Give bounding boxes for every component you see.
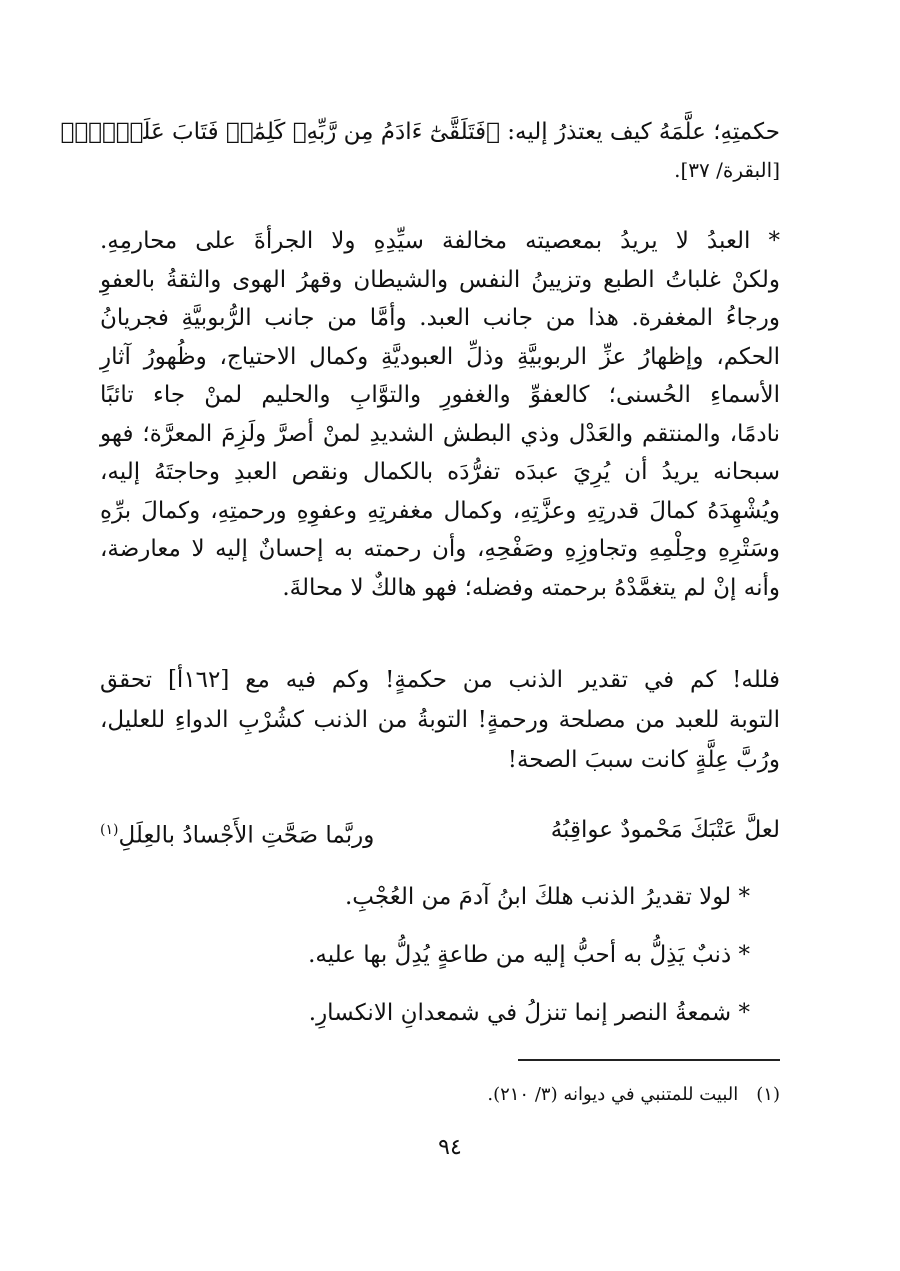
footnote-marker: (١) bbox=[100, 822, 119, 838]
footnote bbox=[487, 1082, 780, 1108]
paragraph-wisdom-of-sin bbox=[100, 660, 780, 780]
list-item: * لولا تقديرُ الذنب هلكَ ابنُ آدمَ من العُجْبِ. bbox=[344, 884, 750, 910]
text-line: فلله! كم في تقدير الذنب من حكمةٍ! وكم فيه مع [١٦٢أ] تحقق bbox=[100, 667, 780, 693]
poetry-verse bbox=[100, 808, 780, 858]
list-item: * ذنبٌ يَذِلُّ به أحبُّ إليه من طاعةٍ يُدِلُّ بها عليه. bbox=[308, 942, 750, 968]
list-item: * شمعةُ النصر إنما تنزلُ في شمعدانِ الانكسارِ. bbox=[308, 1000, 750, 1026]
page-number: ٩٤ bbox=[438, 1135, 462, 1160]
paragraph-servant-intent bbox=[100, 222, 780, 607]
text-line: ورُبَّ عِلَّةٍ كانت سببَ الصحة! bbox=[507, 747, 780, 773]
footnote-divider bbox=[518, 1059, 780, 1061]
text-line: وأنه إنْ لم يتغمَّدْهُ برحمته وفضله؛ فهو هالكٌ لا محالةَ. bbox=[282, 574, 780, 601]
text-line: حكمتِهِ؛ علَّمَهُ كيف يعتذرُ إليه: ﴿فَتَلَقَّىٰٓ ءَادَمُ مِن رَّبِّهِۦ كَلِمَٰتٖ فَتَابَ عَلَيۡهِۚ﴾ bbox=[60, 119, 780, 145]
text-line: ويُشْهِدَهُ كمالَ قدرتِهِ وعزَّتِهِ، وكمال مغفرتِهِ وعفوِهِ ورحمتِهِ، وكمالَ برِّهِ bbox=[100, 497, 780, 524]
text-line: التوبة للعبد من مصلحة ورحمةٍ! التوبةُ من الذنب كشُرْبِ الدواءِ للعليل، bbox=[100, 707, 780, 733]
text-line: وسَتْرِهِ وحِلْمِهِ وتجاوزِهِ وصَفْحِهِ، وأن رحمته به إحسانٌ إليه لا معارضة، bbox=[100, 536, 780, 562]
text-line: الحكم، وإظهارُ عزِّ الربوبيَّةِ وذلِّ العبوديَّةِ وكمال الاحتياج، وظُهورُ آثارِ bbox=[100, 343, 780, 370]
paragraph-quran-verse bbox=[60, 112, 780, 188]
text-line: الأسماءِ الحُسنى؛ كالعفوِّ والغفورِ والتوَّابِ والحليم لمنْ جاء تائبًا bbox=[100, 382, 780, 408]
text-line: * العبدُ لا يريدُ بمعصيته مخالفة سيِّدِهِ ولا الجرأةَ على محارمِهِ. bbox=[100, 228, 780, 254]
surah-reference: [البقرة/ ٣٧]. bbox=[674, 158, 780, 182]
text-line: ولكنْ غلباتُ الطبع وتزيينُ النفس والشيطان وقهرُ الهوى والثقةُ بالعفوِ bbox=[100, 266, 780, 293]
verse-second-hemistich-wrap bbox=[100, 808, 374, 858]
verse-row bbox=[100, 808, 780, 858]
bullet-list bbox=[100, 868, 780, 1042]
footnote-text: البيت للمتنبي في ديوانه (٣/ ٢١٠). bbox=[487, 1084, 739, 1105]
text-line: نادمًا، والمنتقم والعَدْل وذي البطش الشديدِ لمنْ أصرَّ ولَزِمَ المعرَّة؛ فهو bbox=[100, 420, 780, 447]
text-line: ورجاءُ المغفرة. هذا من جانب العبد. وأمَّا من جانب الرُّبوبيَّةِ فجريانُ bbox=[100, 305, 780, 331]
verse-first-hemistich: لعلَّ عَتْبَكَ مَحْمودٌ عواقِبُهُ bbox=[550, 817, 780, 843]
text-line: سبحانه يريدُ أن يُرِيَ عبدَه تفرُّدَه بالكمال ونقص العبدِ وحاجتَهُ إليه، bbox=[100, 459, 780, 485]
verse-second-hemistich: وربَّما صَحَّتِ الأَجْسادُ بالعِلَلِ bbox=[118, 822, 375, 849]
footnote-number: (١) bbox=[756, 1084, 780, 1105]
